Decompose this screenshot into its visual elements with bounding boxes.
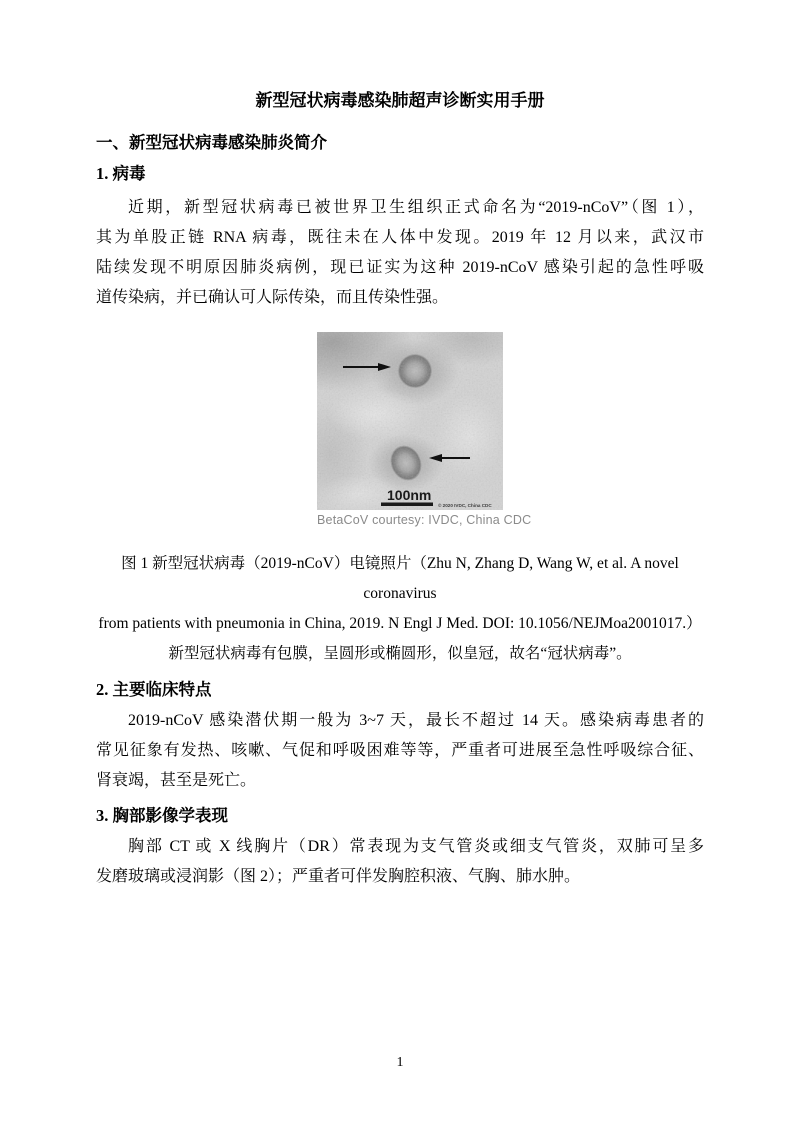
- imaging-paragraph: [96, 832, 704, 892]
- text-line: from patients with pneumonia in China, 2019. N Engl J Med. DOI: 10.1056/NEJMoa2001017.）: [98, 615, 702, 632]
- text-line: 肾衰竭，甚至是死亡。: [96, 772, 257, 789]
- text-line: 胸部 CT 或 X 线胸片（DR）常表现为支气管炎或细支气管炎，双肺可呈多: [128, 838, 704, 855]
- text-line: 图 1 新型冠状病毒（2019-nCoV）电镜照片（Zhu N, Zhang D, Wang W, et al. A novel coronavirus: [121, 555, 679, 602]
- page-number: 1: [396, 1055, 404, 1070]
- em-micrograph-image: [317, 332, 503, 510]
- text-line: 2019-nCoV 感染潜伏期一般为 3~7 天，最长不超过 14 天。感染病毒患者的: [128, 712, 704, 729]
- text-line: 陆续发现不明原因肺炎病例，现已证实为这种 2019-nCoV 感染引起的急性呼吸: [96, 259, 704, 276]
- em-noise-texture: [317, 332, 503, 510]
- section-1-heading: 一、新型冠状病毒感染肺炎简介: [96, 133, 327, 152]
- scale-bar: [381, 503, 433, 507]
- text-line: 道传染病，并已确认可人际传染，而且传染性强。: [96, 289, 449, 306]
- text-line: 近期，新型冠状病毒已被世界卫生组织正式命名为“2019-nCoV”（图 1），: [128, 199, 704, 216]
- subsection-imaging-heading: 3. 胸部影像学表现: [96, 806, 228, 825]
- figure-credit: BetaCoV courtesy: IVDC, China CDC: [317, 513, 532, 527]
- copyright-watermark: © 2020 IVDC, China CDC: [438, 503, 492, 508]
- document-title: 新型冠状病毒感染肺超声诊断实用手册: [255, 91, 545, 110]
- figure-caption: [96, 549, 704, 669]
- subsection-virus-heading: 1. 病毒: [96, 164, 146, 183]
- text-line: 其为单股正链 RNA 病毒，既往未在人体中发现。2019 年 12 月以来，武汉市: [96, 229, 704, 246]
- text-line: 发磨玻璃或浸润影（图 2）；严重者可伴发胸腔积液、气胸、肺水肿。: [96, 868, 581, 885]
- scale-bar-label: 100nm: [387, 487, 432, 503]
- text-line: 新型冠状病毒有包膜，呈圆形或椭圆形，似皇冠，故名“冠状病毒”。: [168, 645, 632, 662]
- virus-paragraph: [96, 193, 704, 313]
- clinical-paragraph: [96, 706, 704, 796]
- subsection-clinical-heading: 2. 主要临床特点: [96, 680, 212, 699]
- text-line: 常见征象有发热、咳嗽、气促和呼吸困难等等，严重者可进展至急性呼吸综合征、: [96, 742, 704, 759]
- figure-1-em-photo: [317, 332, 503, 510]
